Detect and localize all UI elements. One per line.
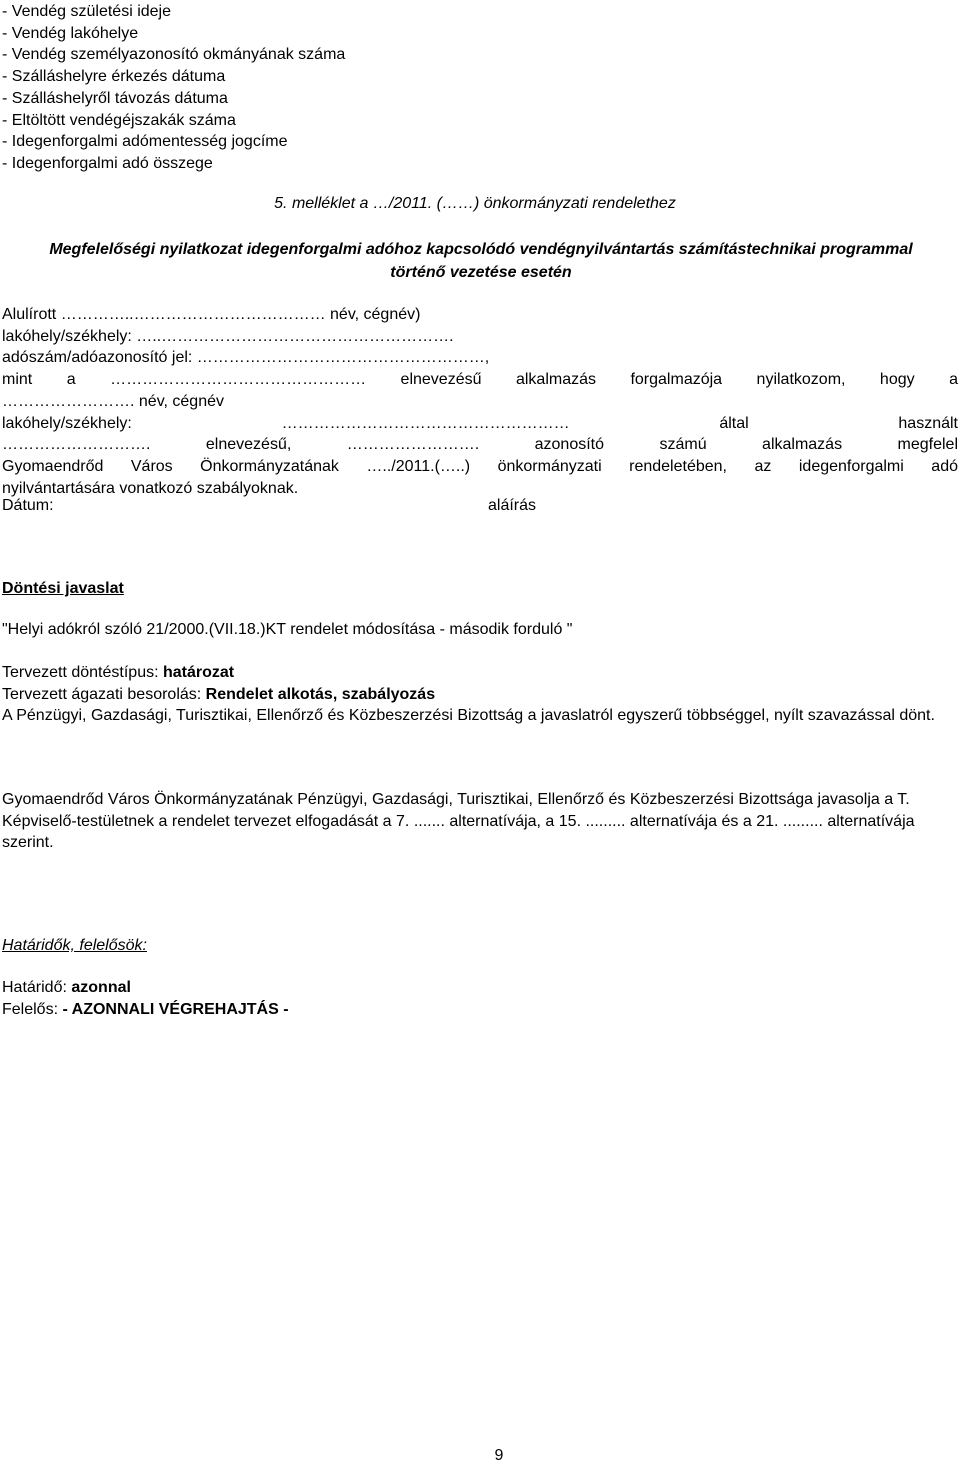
decision-type-value: határozat (162, 664, 235, 681)
form-line-user-name: ……………………. név, cégnév (2, 392, 224, 410)
recommendation-text: Gyomaendrőd Város Önkormányzatának Pénzügyi, Gazdasági, Turisztikai, Ellenőrző és Közbeszerzési Bizottsága javasolja a T. Képviselő-testületnek a rendelet tervezet elfogadását a 7. ....... alternatívája, a 15. ......... alternatívája és a 21. ......... alternatívája szerint. (2, 791, 915, 852)
decision-sector (2, 684, 947, 706)
deadlines-details (2, 977, 947, 1020)
declaration-form (2, 304, 958, 499)
list-item: - Vendég születési ideje (2, 3, 171, 20)
list-item: - Eltöltött vendégéjszakák száma (2, 111, 236, 129)
list-item: - Szálláshelyre érkezés dátuma (2, 68, 226, 86)
date-label: Dátum: (2, 497, 54, 514)
deadline-row (2, 977, 947, 999)
signature-label: aláírás (488, 497, 537, 514)
decision-heading: Döntési javaslat (2, 580, 124, 597)
page-number-text: 9 (494, 1447, 504, 1464)
list-item: - Vendég lakóhelye (2, 24, 139, 42)
deadline-value: azonnal (71, 979, 131, 996)
decision-sector-value: Rendelet alkotás, szabályozás (205, 685, 436, 703)
decision-type-label: Tervezett döntéstípus: (2, 664, 163, 681)
form-line-regulation: Gyomaendrőd Város Önkormányzatának …../2011.(…..) önkormányzati rendeletében, az idegenforgalmi adó (2, 457, 958, 475)
decision-type (2, 662, 947, 684)
decision-sector-label: Tervezett ágazati besorolás: (2, 685, 206, 703)
guest-data-list (2, 1, 345, 175)
list-item: - Szálláshelyről távozás dátuma (2, 89, 228, 107)
form-line-user-address: lakóhely/székhely: ……………………………………………… által használt (2, 414, 958, 432)
form-line-tax-id: adószám/adóazonosító jel: ………………………………………………, (2, 349, 490, 367)
page-number (0, 1447, 960, 1465)
form-line-app: ………………………. elnevezésű, ……………………. azonosító számú alkalmazás megfelel (2, 436, 958, 454)
form-line-rules: nyilvántartására vonatkozó szabályoknak. (2, 479, 299, 497)
committee-text: A Pénzügyi, Gazdasági, Turisztikai, Ellenőrző és Közbeszerzési Bizottság a javaslatról egyszerű többséggel, nyílt szavazással dönt. (2, 707, 935, 725)
form-line-address: lakóhely/székhely: …..………………………………………………. (2, 327, 454, 345)
declaration-title: Megfelelőségi nyilatkozat idegenforgalmi adóhoz kapcsolódó vendégnyilvántartás számítástechnikai programmal történő vezetése esetén (49, 241, 913, 281)
list-item: - Vendég személyazonosító okmányának száma (2, 46, 346, 64)
responsible-value: - AZONNALI VÉGREHAJTÁS - (62, 1000, 289, 1018)
form-line-distributor: mint a ………………………………………… elnevezésű alkalmazás forgalmazója nyilatkozom, hogy a (2, 371, 958, 389)
responsible-row (2, 999, 947, 1021)
decision-quote: "Helyi adókról szóló 21/2000.(VII.18.)KT rendelet módosítása - második forduló " (2, 621, 573, 638)
list-item: - Idegenforgalmi adómentesség jogcíme (2, 133, 288, 151)
responsible-label: Felelős: (2, 1000, 63, 1018)
form-line-name: Alulírott …………..……………………………… név, cégnév) (2, 306, 421, 323)
list-item: - Idegenforgalmi adó összege (2, 154, 213, 172)
deadline-label: Határidő: (2, 979, 72, 996)
annex-title (0, 195, 960, 213)
deadlines-heading: Határidők, felelősök: (2, 937, 147, 954)
decision-details (2, 662, 947, 727)
annex-title-text: 5. melléklet a …/2011. (……) önkormányzati rendelethez (274, 195, 676, 212)
